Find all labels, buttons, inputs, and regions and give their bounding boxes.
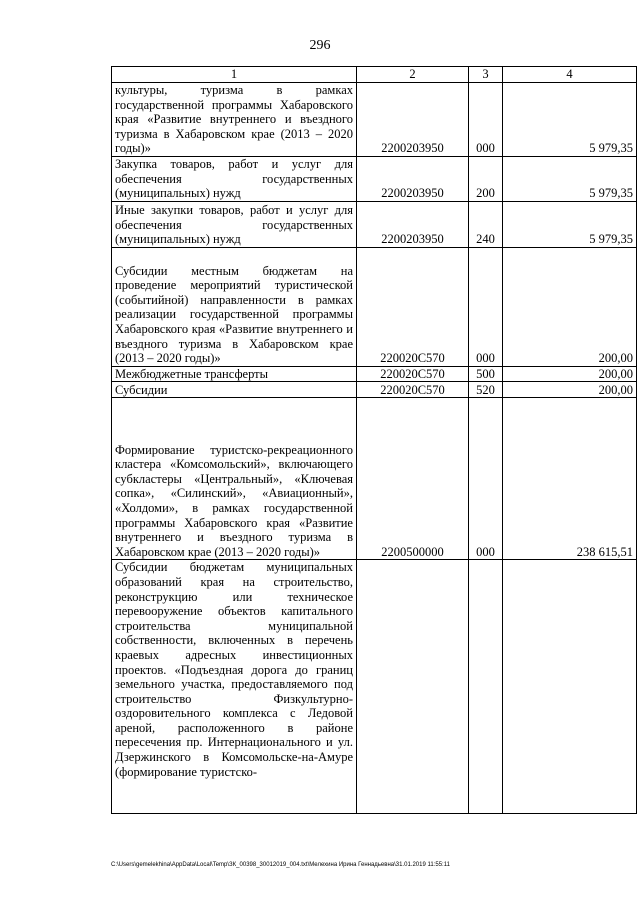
page-number: 296 [309, 38, 331, 53]
table-row [112, 560, 637, 814]
table-row [112, 366, 637, 382]
row-description: Межбюджетные трансферты [112, 366, 357, 382]
table-row [112, 382, 637, 398]
row-code: 220020C570 [357, 247, 469, 366]
row-description: Закупка товаров, работ и услуг для обеспечения государственных (муниципальных) нужд [112, 156, 357, 201]
table-header-row [112, 67, 637, 83]
row-code: 220020C570 [357, 366, 469, 382]
row-amount: 5 979,35 [503, 156, 637, 201]
table-row [112, 156, 637, 201]
row-amount: 5 979,35 [503, 201, 637, 247]
row-code: 2200203950 [357, 83, 469, 157]
column-header-3: 3 [469, 67, 503, 83]
table-row [112, 398, 637, 560]
row-type: 000 [469, 247, 503, 366]
column-header-4: 4 [503, 67, 637, 83]
row-code [357, 560, 469, 814]
row-type: 000 [469, 398, 503, 560]
row-type: 200 [469, 156, 503, 201]
row-amount: 200,00 [503, 366, 637, 382]
row-type [469, 560, 503, 814]
row-code: 2200203950 [357, 201, 469, 247]
row-description: Формирование туристско-рекреационного кластера «Комсомольский», включающего субкластеры «Центральный», «Ключевая сопка», «Силинский», «Авиационный», «Холдоми», в рамках государственной программы Хабаровского края «Развитие внутреннего и въездного туризма в Хабаровском крае (2013 – 2020 годы)» [112, 398, 357, 560]
row-amount [503, 560, 637, 814]
row-amount: 200,00 [503, 247, 637, 366]
table-row [112, 201, 637, 247]
row-description: Субсидии бюджетам муниципальных образований края на строительство, реконструкцию или техническое перевооружение объектов капитального строительства муниципальной собственности, включенных в перечень краевых адресных инвестиционных проектов. «Подъездная дорога до границ земельного участка, предоставляемого под строительство Физкультурно-оздоровительного комплекса с Ледовой ареной, расположенного в районе пересечения пр. Интернационального и ул. Дзержинского в Комсомольске-на-Амуре (формирование туристско- [112, 560, 357, 814]
row-description: Иные закупки товаров, работ и услуг для обеспечения государственных (муниципальных) нужд [112, 201, 357, 247]
row-amount: 238 615,51 [503, 398, 637, 560]
row-amount: 200,00 [503, 382, 637, 398]
table-row [112, 247, 637, 366]
file-path-footer: C:\Users\gemelekhina\AppData\Local\Temp\ЗК_00398_30012019_004.txt\Мелехина Ирина Геннадьевна\31.01.2019 11:55:11 [111, 862, 450, 868]
column-header-1: 1 [112, 67, 357, 83]
row-code: 2200203950 [357, 156, 469, 201]
row-amount: 5 979,35 [503, 83, 637, 157]
row-type: 240 [469, 201, 503, 247]
row-type: 500 [469, 366, 503, 382]
row-code: 2200500000 [357, 398, 469, 560]
row-description: Субсидии местным бюджетам на проведение мероприятий туристической (событийной) направленности в рамках реализации государственной программы Хабаровского края «Развитие внутреннего и въездного туризма в Хабаровском крае (2013 – 2020 годы)» [112, 247, 357, 366]
row-description: культуры, туризма в рамках государственной программы Хабаровского края «Развитие внутреннего и въездного туризма в Хабаровском крае (2013 – 2020 годы)» [112, 83, 357, 157]
table-row [112, 83, 637, 157]
row-code: 220020C570 [357, 382, 469, 398]
column-header-2: 2 [357, 67, 469, 83]
row-type: 000 [469, 83, 503, 157]
row-type: 520 [469, 382, 503, 398]
row-description: Субсидии [112, 382, 357, 398]
budget-table [111, 66, 637, 814]
